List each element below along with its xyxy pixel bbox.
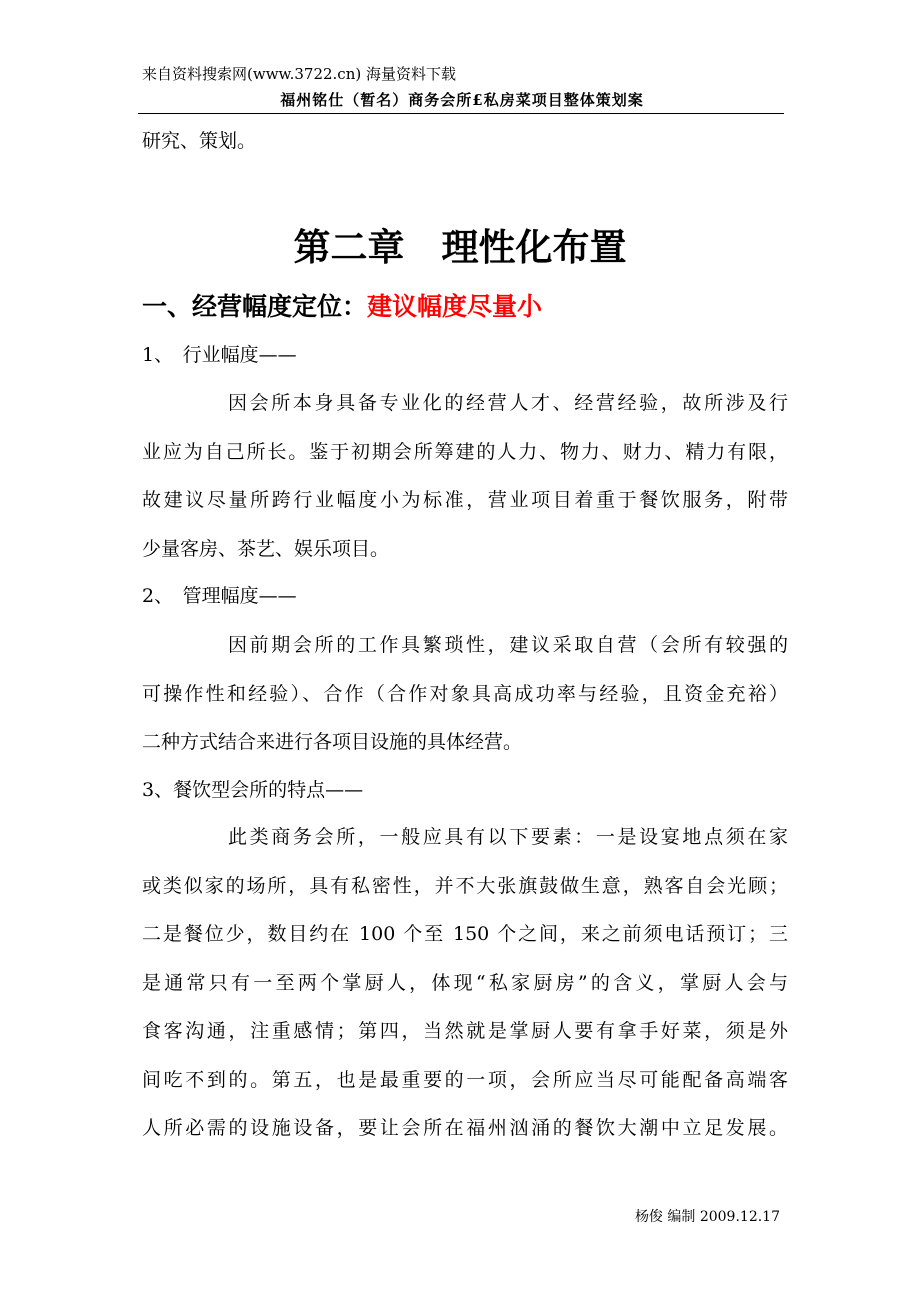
paragraph-line: 人所必需的设施设备，要让会所在福州汹涌的餐饮大潮中立足发展。 [142, 1117, 788, 1139]
running-header-title: 福州铭仕（暂名）商务会所£私房菜项目整体策划案 [280, 91, 644, 109]
paragraph-line: 故建议尽量所跨行业幅度小为标准，营业项目着重于餐饮服务，附带 [142, 489, 788, 511]
chapter-title: 第二章 理性化布置 [293, 225, 627, 269]
header-divider [138, 113, 784, 114]
paragraph-line: 食客沟通，注重感情；第四，当然就是掌厨人要有拿手好菜，须是外 [142, 1020, 788, 1042]
item-heading-industry-scope: 1、 行业幅度—— [142, 344, 297, 366]
paragraph-line: 此类商务会所，一般应具有以下要素：一是设宴地点须在家 [228, 826, 788, 848]
page-footer-credit: 杨俊 编制 2009.12.17 [634, 1209, 780, 1225]
paragraph-line: 业应为自己所长。鉴于初期会所筹建的人力、物力、财力、精力有限， [142, 440, 788, 463]
section-heading-highlight: 建议幅度尽量小 [367, 292, 543, 321]
item-heading-management-scope: 2、 管理幅度—— [142, 585, 297, 607]
paragraph-line: 少量客房、茶艺、娱乐项目。 [142, 537, 390, 560]
paragraph-line: 可操作性和经验）、合作（合作对象具高成功率与经验，且资金充裕） [142, 682, 788, 705]
section-heading-label: 一、经营幅度定位： [142, 292, 368, 321]
paragraph-line: 二种方式结合来进行各项目设施的具体经营。 [142, 731, 523, 753]
item-heading-dining-club-features: 3、餐饮型会所的特点—— [142, 779, 364, 801]
carry-over-line: 研究、策划。 [142, 130, 257, 152]
paragraph-line: 或类似家的场所，具有私密性，并不大张旗鼓做生意，熟客自会光顾； [142, 874, 788, 897]
paragraph-line: 间吃不到的。第五，也是最重要的一项，会所应当尽可能配备高端客 [142, 1068, 788, 1091]
paragraph-dining-club-features [142, 813, 788, 1153]
section-heading [142, 288, 542, 326]
paragraph-line: 因前期会所的工作具繁琐性，建议采取自营（会所有较强的 [228, 634, 788, 656]
paragraph-line: 因会所本身具备专业化的经营人才、经营经验，故所涉及行 [228, 392, 788, 414]
paragraph-line: 二是餐位少，数目约在 100 个至 150 个之间，来之前须电话预订；三 [142, 923, 788, 945]
paragraph-management-scope [142, 621, 788, 767]
paragraph-industry-scope [142, 379, 788, 573]
paragraph-line: 是通常只有一至两个掌厨人，体现“私家厨房”的含义，掌厨人会与 [142, 971, 788, 994]
source-watermark-line: 来自资料搜索网(www.3722.cn) 海量资料下载 [142, 65, 456, 83]
